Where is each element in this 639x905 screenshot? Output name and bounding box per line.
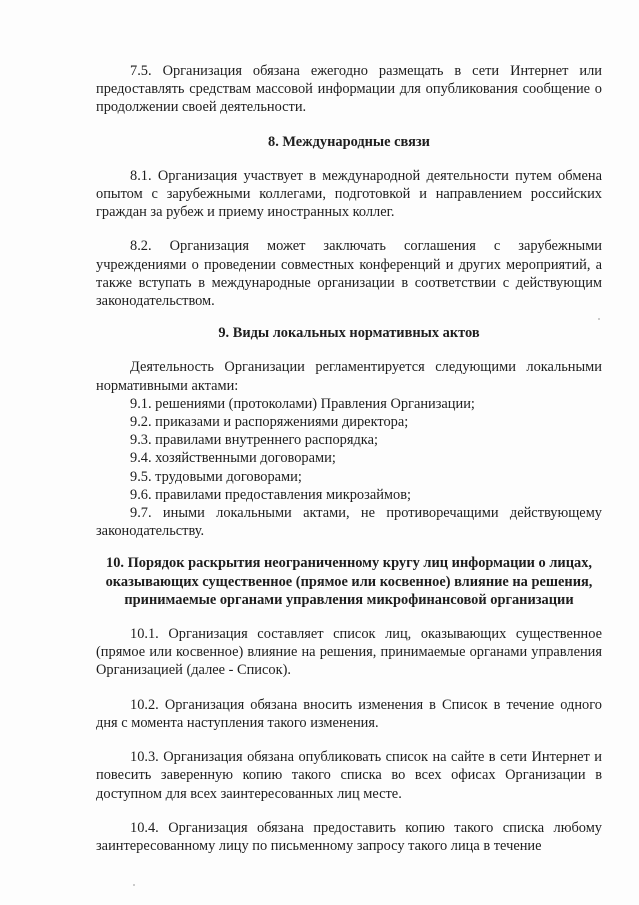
paragraph-8-2: 8.2. Организация может заключать соглашения с зарубежными учреждениями о проведении совместных конференций и других мероприятий, а также вступать в международные организации в соответствии с действующим законодательством. (96, 238, 602, 310)
list-item: 9.3. правилами внутреннего распорядка; (130, 432, 378, 449)
paragraph-10-2: 10.2. Организация обязана вносить изменения в Список в течение одного дня с момента наступления такого изменения. (96, 696, 602, 731)
scan-speck (598, 318, 600, 320)
list-item: 9.1. решениями (протоколами) Правления Организации; (130, 395, 475, 412)
section-9-intro: Деятельность Организации регламентируется следующими локальными нормативными актами: (96, 359, 602, 394)
list-item: 9.4. хозяйственными договорами; (130, 450, 336, 467)
section-9-heading: 9. Виды локальных нормативных актов (218, 325, 480, 342)
list-item: 9.2. приказами и распоряжениями директора; (130, 414, 409, 431)
scan-speck (133, 884, 135, 886)
list-item: 9.7. иными локальными актами, не противоречащими действующему законодательству. (96, 505, 602, 540)
document-body (96, 62, 602, 855)
paragraph-8-1: 8.1. Организация участвует в международной деятельности путем обмена опытом с зарубежными коллегами, подготовкой и направлением российских граждан за рубеж и приему иностранных коллег. (96, 167, 602, 221)
section-10-heading: 10. Порядок раскрытия неограниченному кругу лиц информации о лицах, оказывающих существенное (прямое или косвенное) влияние на решения, принимаемые органами управления микрофинансовой организации (105, 555, 593, 608)
list-item: 9.6. правилами предоставления микрозаймов; (130, 486, 411, 503)
list-item: 9.5. трудовыми договорами; (130, 468, 302, 485)
section-8-heading: 8. Международные связи (268, 133, 430, 150)
paragraph-10-3: 10.3. Организация обязана опубликовать список на сайте в сети Интернет и повесить заверенную копию такого списка во всех офисах Организации в доступном для всех заинтересованных лиц месте. (96, 749, 602, 802)
paragraph-7-5: 7.5. Организация обязана ежегодно размещать в сети Интернет или предоставлять средствам массовой информации для опубликования сообщение о продолжении своей деятельности. (96, 63, 602, 116)
paragraph-10-4: 10.4. Организация обязана предоставить копию такого списка любому заинтересованному лицу по письменному запросу такого лица в течение (96, 819, 602, 854)
local-acts-list (96, 395, 602, 541)
paragraph-10-1: 10.1. Организация составляет список лиц, оказывающих существенное (прямое или косвенное) влияние на решения, принимаемые органами управления Организацией (далее - Список). (96, 626, 602, 679)
